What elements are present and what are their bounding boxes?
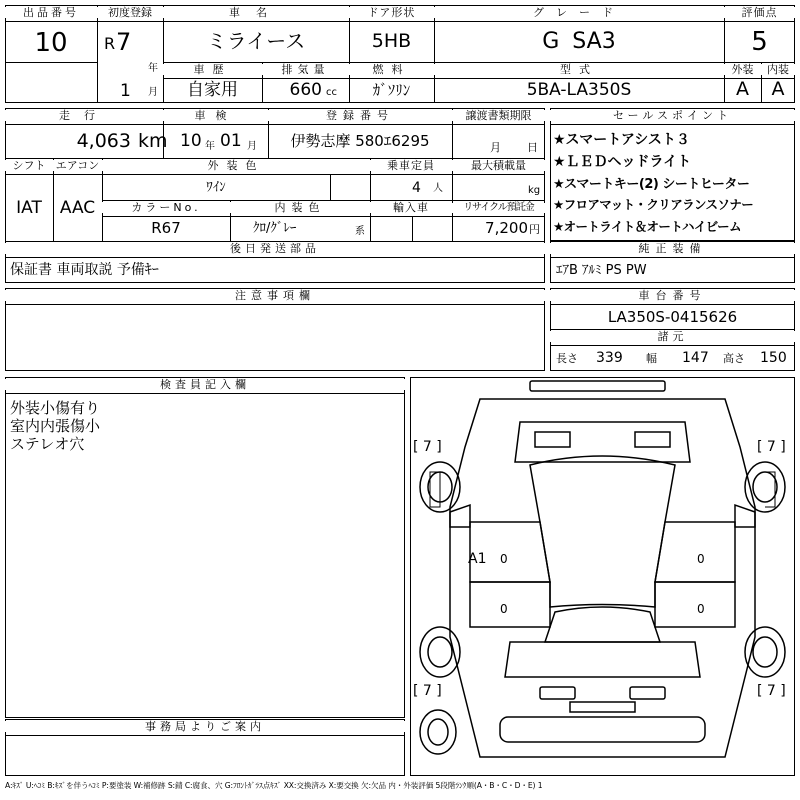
color-no: R67 bbox=[151, 219, 181, 237]
load-label: 最大積載量 bbox=[452, 160, 545, 171]
regno: 伊勢志摩 580ｴ6295 bbox=[290, 132, 430, 150]
displacement-unit: cc bbox=[326, 87, 337, 98]
capacity-label: 乗車定員 bbox=[370, 160, 452, 171]
doc-label: 譲渡書類期限 bbox=[452, 110, 545, 121]
sales-point-item: ★スマートアシスト３ bbox=[553, 132, 690, 148]
zero-mark: 0 bbox=[697, 552, 705, 566]
displacement: 660 bbox=[289, 80, 322, 100]
sales-point-item: ★ＬＥＤヘッドライト bbox=[553, 154, 692, 170]
fuel: ｶﾞｿﾘﾝ bbox=[372, 81, 411, 99]
shift-label: シフト bbox=[5, 160, 53, 171]
month-unit: 月 bbox=[148, 87, 158, 98]
office-label: 事務局よりご案内 bbox=[5, 721, 405, 732]
sales-points-label: セールスポイント bbox=[550, 110, 795, 121]
tire-front-left: [ 7 ] bbox=[413, 439, 442, 455]
later-parts: 保証書 車両取説 予備ｷｰ bbox=[10, 262, 159, 278]
import-label: 輸入車 bbox=[370, 202, 452, 213]
door-type: 5HB bbox=[371, 30, 412, 52]
inspection-month: 01 bbox=[220, 131, 242, 151]
color-no-label: カラーNo. bbox=[102, 202, 230, 213]
history-label: 車歴 bbox=[163, 64, 262, 75]
first-reg-month: 1 bbox=[120, 81, 131, 101]
inspector-line: ステレオ穴 bbox=[10, 435, 85, 453]
lot-label: 出品番号 bbox=[5, 7, 97, 18]
notes-label: 注意事項欄 bbox=[5, 290, 545, 301]
grade: G SA3 bbox=[542, 29, 616, 54]
chassis-label: 車台番号 bbox=[550, 290, 795, 301]
tire-rear-left: [ 7 ] bbox=[413, 683, 442, 699]
legend: A:ｷｽﾞ U:ﾍｺﾐ B:ｷｽﾞを伴うﾍｺﾐ P:要塗装 W:補修跡 S:錆 C:腐食、穴 G:ﾌﾛﾝﾄｶﾞﾗｽ点ｷｽﾞ XX:交換済み X:要交換 欠:欠品 内・外装評価 5段階ﾗﾝｸ順(A・B・C・D・E) 1 bbox=[5, 781, 543, 790]
score: 5 bbox=[751, 27, 768, 57]
ac-label: エアコン bbox=[53, 160, 102, 171]
sales-point-item: ★フロアマット・クリアランスソナー bbox=[553, 197, 754, 212]
ac: AAC bbox=[59, 198, 96, 218]
inspector-line: 外装小傷有り bbox=[10, 399, 101, 417]
equipment-label: 純正装備 bbox=[550, 243, 795, 254]
shift: IAT bbox=[16, 198, 42, 218]
car-diagram bbox=[410, 377, 795, 776]
tire-rear-right: [ 7 ] bbox=[757, 683, 786, 699]
length-label: 長さ bbox=[556, 352, 578, 365]
capacity: 4 bbox=[412, 180, 421, 196]
capacity-unit: 人 bbox=[433, 183, 443, 194]
ext-label: 外装 bbox=[724, 64, 761, 75]
specs-label: 諸元 bbox=[550, 331, 795, 342]
regno-label: 登録番号 bbox=[268, 110, 452, 121]
inspection-label: 車検 bbox=[163, 110, 268, 121]
model: 5BA-LA350S bbox=[526, 80, 632, 100]
inspector-label: 検査員記入欄 bbox=[5, 379, 405, 390]
damage-mark-a1: A1 bbox=[468, 551, 487, 567]
inspection-year: 10 bbox=[180, 131, 202, 151]
interior-color-label: 内装色 bbox=[230, 202, 370, 213]
zero-mark: 0 bbox=[500, 602, 508, 616]
lot-number: 10 bbox=[34, 28, 68, 58]
door-label: ドア形状 bbox=[349, 7, 434, 18]
year-unit: 年 bbox=[148, 63, 158, 74]
first-reg-year: 7 bbox=[116, 28, 132, 56]
interior-color: ｸﾛ/ｸﾞﾚｰ bbox=[253, 221, 297, 236]
model-label: 型式 bbox=[434, 64, 724, 75]
mileage: 4,063 bbox=[76, 130, 131, 152]
sales-points-list bbox=[553, 129, 794, 239]
grade-label: グレード bbox=[434, 7, 724, 18]
doc-day-unit: 日 bbox=[527, 141, 538, 154]
recycle-unit: 円 bbox=[529, 223, 540, 236]
load-unit: kg bbox=[528, 185, 541, 196]
displacement-label: 排気量 bbox=[262, 64, 349, 75]
history: 自家用 bbox=[187, 80, 238, 100]
width: 147 bbox=[682, 350, 709, 366]
inspector-line: 室内内張傷小 bbox=[10, 417, 101, 435]
height-label: 高さ bbox=[723, 352, 745, 365]
fuel-label: 燃料 bbox=[349, 64, 434, 75]
interior-color-unit: 系 bbox=[355, 226, 365, 237]
chassis-number: LA350S-0415626 bbox=[607, 308, 738, 326]
int-grade: A bbox=[771, 78, 785, 100]
recycle-label: リサイクル預託金 bbox=[452, 203, 545, 213]
later-label: 後日発送部品 bbox=[5, 243, 545, 254]
zero-mark: 0 bbox=[697, 602, 705, 616]
car-name-label: 車名 bbox=[163, 7, 349, 18]
length: 339 bbox=[596, 350, 623, 366]
inspection-year-unit: 年 bbox=[205, 141, 215, 152]
color-label: 外装色 bbox=[102, 160, 370, 171]
int-label: 内装 bbox=[761, 64, 795, 75]
score-label: 評価点 bbox=[724, 7, 795, 18]
ext-grade: A bbox=[736, 78, 749, 100]
car-name: ミライース bbox=[206, 29, 306, 53]
equipment: ｴｱB ｱﾙﾐ PS PW bbox=[556, 263, 647, 278]
sales-point-item: ★オートライト＆オートハイビーム bbox=[553, 219, 741, 234]
era: R bbox=[104, 34, 116, 53]
tire-front-right: [ 7 ] bbox=[757, 439, 786, 455]
mileage-unit: km bbox=[138, 130, 168, 152]
first-reg-label: 初度登録 bbox=[97, 7, 163, 18]
color: ﾜｲﾝ bbox=[206, 180, 226, 195]
inspector-notes bbox=[10, 397, 100, 451]
sales-point-item: ★スマートキー(2) シートヒーター bbox=[553, 177, 750, 192]
zero-mark: 0 bbox=[500, 552, 508, 566]
doc-month-unit: 月 bbox=[490, 141, 501, 154]
mileage-label: 走行 bbox=[5, 110, 163, 121]
recycle: 7,200 bbox=[485, 219, 528, 237]
inspection-month-unit: 月 bbox=[247, 141, 257, 152]
width-label: 幅 bbox=[646, 352, 657, 365]
height: 150 bbox=[760, 350, 787, 366]
